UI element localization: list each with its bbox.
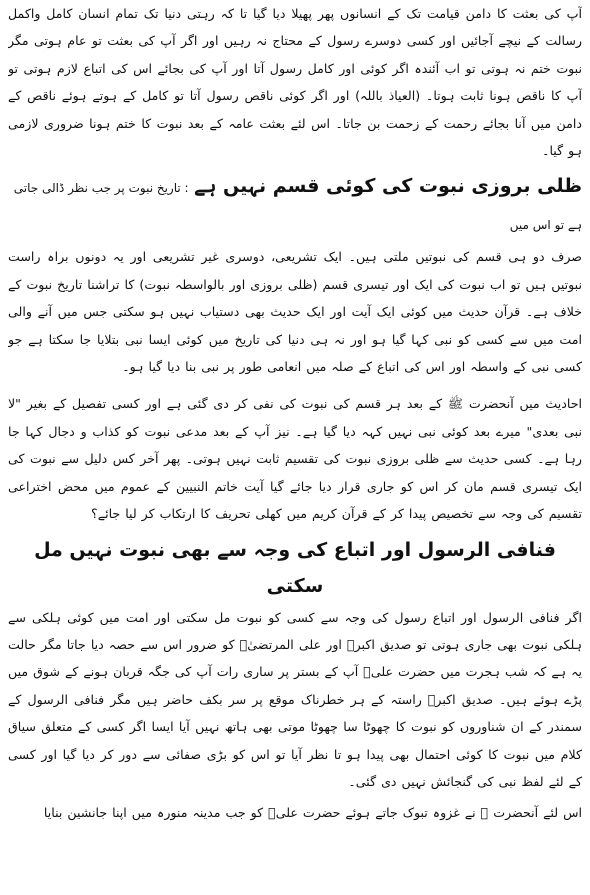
paragraph-types-of-prophethood: صرف دو ہی قسم کی نبوتیں ملتی ہیں۔ ایک تشریعی، دوسری غیر تشریعی اور یہ دونوں براہ راست نبوتیں ہیں تو اب نبوت کی ایک اور تیسری قسم (ظلی بروزی اور بالواسطہ نبوت) کا تراشنا تاریخ نبوت کے خلاف ہے۔ قرآن حدیث میں کوئی ایک آیت اور ایک حدیث بھی دستیاب نہیں ہو سکتی جس میں آنے والی امت میں سے کسی کو نبی کہا گیا ہو اور نہ ہی دنیا کی تاریخ میں کوئی ایسا نبی بتلایا جا سکتا ہے جو کسی نبی کے واسطہ اور اس کی اتباع کے صلہ میں انعامی طور پر نبی بنا دیا گیا ہو۔ (8, 249, 582, 375)
section-heading-title: ظلی بروزی نبوت کی کوئی قسم نہیں ہے (194, 175, 582, 198)
paragraph-hadith-no-prophet-after: احادیث میں آنحضرت ﷺ کے بعد ہر قسم کی نبوت کی نفی کر دی گئی ہے اور کسی تفصیل کے بغیر "لا نبی بعدی" میرے بعد کوئی نبی نہیں کہہ دیا گیا ہے۔ نیز آپ کے بعد مدعی نبوت کو کذاب و دجال کہا جا رہا ہے۔ کسی حدیث سے ظلی بروزی نبوت کی تقسیم ثابت نہیں ہوتی۔ پھر آخر کس دلیل سے نبوت کی ایک تیسری قسم مان کر اس کو جاری قرار دیا جائے گیا آیت خاتم النبیین کے عموم میں محض اختراعی تقسیم کی وجہ سے تخصیص پیدا کر کے قرآن کریم میں کھلی تحریف کا ارتکاب کر لیا جائے؟ (8, 396, 582, 522)
spacer (8, 380, 582, 390)
section-heading-fana-fir-rasool: فنافی الرسول اور اتباع کی وجہ سے بھی نبوت نہیں مل سکتی (34, 538, 556, 597)
paragraph-companions-example: اگر فنافی الرسول اور اتباع رسول کی وجہ سے کسی کو نبوت مل سکتی اور امت میں کوئی ہلکی سے ہلکی نبوت بھی جاری ہوتی تو صدیق اکبرؓ اور علی المرتضیٰؓ کو ضرور اس سے حصہ دیا جاتا مگر حالت یہ ہے کہ شب ہجرت میں حضرت علیؓ آپ کے بستر پر ساری رات آپ کی جگہ قربان ہونے کے شوق میں پڑے ہوئے ہیں۔ صدیق اکبرؓ راستہ کے ہر خطرناک موقع پر سر بکف حاضر ہیں مگر فنافی الرسول کے سمندر کے ان شناوروں کو نبوت کا چھوٹا سا چھوٹا موتی بھی ہاتھ نہیں آیا ایسا اگر کسی کے متعلق سیاق کلام میں نبوت کا کوئی احتمال بھی پیدا ہو تا نظر آیا تو اس کو بڑی صفائی سے دور کر دیا گیا اور کسی کے لئے لفظ نبی کی گنجائش نہیں دی گئی۔ (8, 609, 582, 789)
document-page (8, 0, 582, 895)
section-heading-continuation: : تاریخ نبوت پر جب نظر ڈالی جاتی ہے تو اس میں (13, 181, 582, 233)
paragraph-finality-of-prophethood: آپ کی بعثت کا دامن قیامت تک کے انسانوں پھر پھیلا دیا گیا تا کہ رہتی دنیا تک تمام انسان کامل واکمل رسالت کے نیچے آجائیں اور کسی دوسرے رسول کے محتاج نہ رہیں اور اگر آپ کی بعثت تو عام ہوتی مگر نبوت ختم نہ ہوتی تو اب آئندہ اگر کوئی اور کامل رسول آتا اور آپ کی بجائے اس کی اتباع لازم ہوتی تو آپ کا ناقص ہونا ثابت ہوتا۔ (العیاذ باللہ) اور اگر کوئی ناقص رسول آتا تو کامل کے ہوتے ہوئے ناقص کے دامن میں آنا بجائے رحمت کے زحمت بن جاتا۔ اس لئے بعثت عامہ کے بعد نبوت کا ختم ہونا ضروری لازمی ہو گیا۔ (8, 6, 582, 159)
section-heading-zilli-buruzi (8, 168, 582, 243)
paragraph-tabuk-successor: اس لئے آنحضرت ﷺ نے غزوہ تبوک جاتے ہوئے حضرت علیؓ کو جب مدینہ منورہ میں اپنا جانشین بنایا (43, 805, 582, 821)
